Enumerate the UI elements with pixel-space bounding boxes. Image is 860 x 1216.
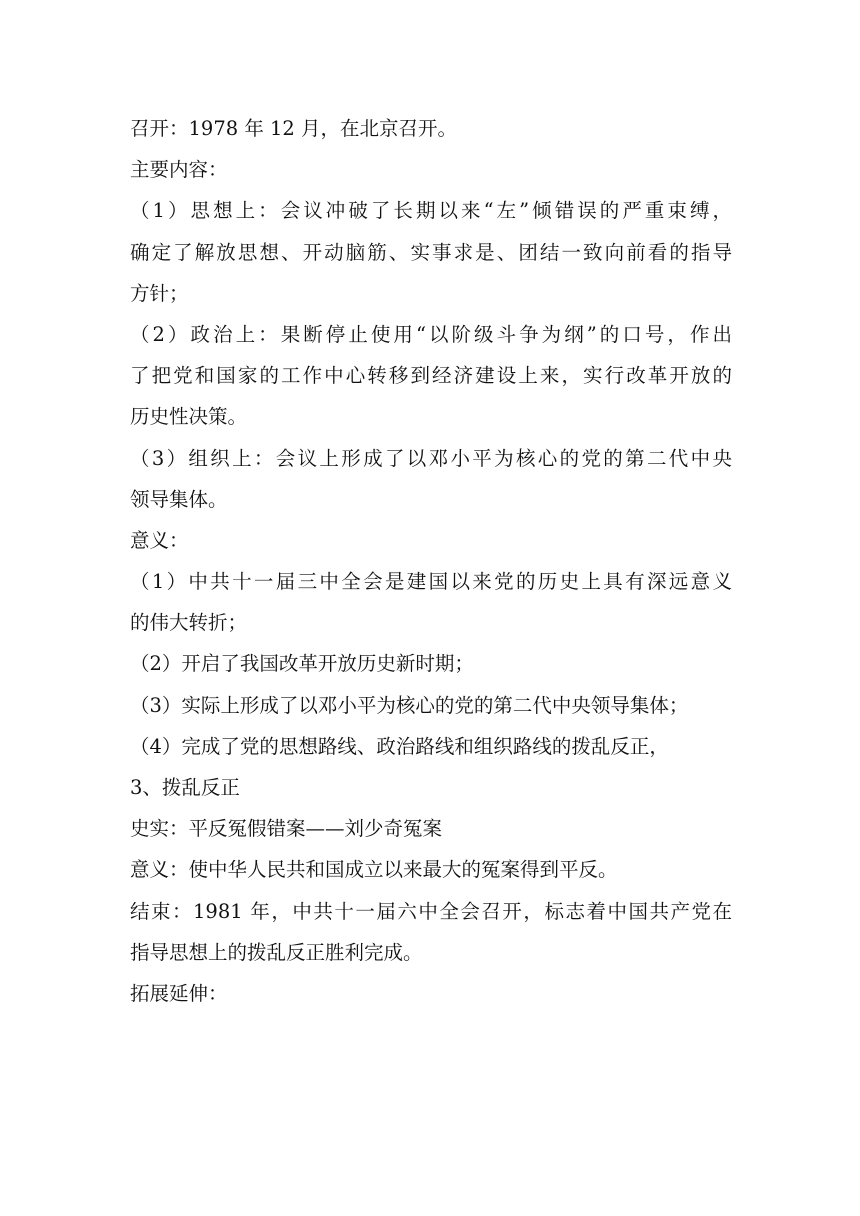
section-heading-rectification: 3、拨乱反正	[130, 776, 240, 799]
significance-item-1-line-2: 的伟大转折；	[130, 611, 248, 635]
document-body	[130, 108, 732, 1014]
significance-item-3: （3）实际上形成了以邓小平为核心的党的第二代中央领导集体；	[130, 693, 689, 717]
significance-item-2: （2）开启了我国改革开放历史新时期；	[130, 652, 474, 676]
significance-item-4: （4）完成了党的思想路线、政治路线和组织路线的拨乱反正，	[130, 734, 669, 758]
content-item-1-line-3: 方针；	[130, 281, 189, 305]
content-item-1-line-1: （1）思想上：会议冲破了长期以来“左”倾错误的严重束缚，	[130, 199, 732, 223]
significance-heading: 意义：	[130, 528, 189, 552]
main-content-heading: 主要内容：	[130, 158, 228, 182]
content-item-2-line-1: （2）政治上：果断停止使用“以阶级斗争为纲”的口号，作出	[130, 322, 732, 346]
content-item-3-line-2: 领导集体。	[130, 487, 228, 511]
significance-item-1-line-1: （1）中共十一届三中全会是建国以来党的历史上具有深远意义	[130, 570, 732, 594]
rectification-significance-line: 意义：使中华人民共和国成立以来最大的冤案得到平反。	[130, 858, 618, 882]
content-item-2-line-2: 了把党和国家的工作中心转移到经济建设上来，实行改革开放的	[130, 364, 732, 388]
content-item-3-line-1: （3）组织上：会议上形成了以邓小平为核心的党的第二代中央	[130, 446, 732, 470]
content-item-2-line-3: 历史性决策。	[130, 405, 248, 429]
conclusion-line-1: 结束：1981 年，中共十一届六中全会召开，标志着中国共产党在	[130, 899, 732, 923]
content-item-1-line-2: 确定了解放思想、开动脑筋、实事求是、团结一致向前看的指导	[130, 240, 732, 264]
extension-heading: 拓展延伸：	[130, 981, 228, 1005]
historical-fact-line: 史实：平反冤假错案——刘少奇冤案	[130, 817, 443, 841]
conclusion-line-2: 指导思想上的拨乱反正胜利完成。	[130, 940, 423, 964]
meeting-time-line: 召开：1978 年 12 月，在北京召开。	[130, 117, 458, 140]
